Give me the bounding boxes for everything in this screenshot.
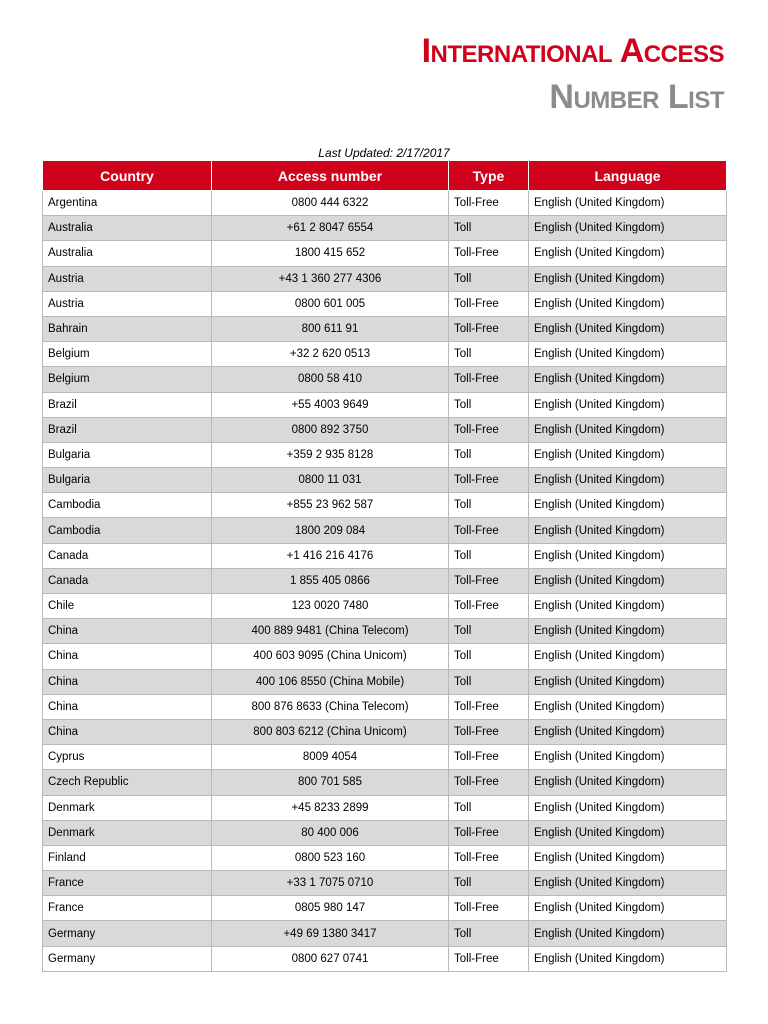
table-body [43, 191, 727, 972]
table-row [43, 442, 727, 467]
cell-country: Australia [43, 216, 212, 241]
table-row [43, 644, 727, 669]
cell-type: Toll-Free [449, 770, 529, 795]
cell-country: China [43, 619, 212, 644]
cell-access-number: +33 1 7075 0710 [212, 871, 449, 896]
cell-access-number: 1800 209 084 [212, 518, 449, 543]
cell-type: Toll [449, 644, 529, 669]
cell-country: Canada [43, 543, 212, 568]
cell-type: Toll-Free [449, 468, 529, 493]
cell-access-number: +55 4003 9649 [212, 392, 449, 417]
table-row [43, 820, 727, 845]
cell-language: English (United Kingdom) [529, 493, 727, 518]
cell-type: Toll-Free [449, 291, 529, 316]
cell-access-number: 0805 980 147 [212, 896, 449, 921]
cell-access-number: 80 400 006 [212, 820, 449, 845]
document-title [422, 34, 724, 114]
table-row [43, 367, 727, 392]
cell-access-number: 0800 523 160 [212, 845, 449, 870]
table-row [43, 770, 727, 795]
cell-language: English (United Kingdom) [529, 871, 727, 896]
cell-access-number: 400 106 8550 (China Mobile) [212, 669, 449, 694]
cell-language: English (United Kingdom) [529, 820, 727, 845]
cell-access-number: 400 889 9481 (China Telecom) [212, 619, 449, 644]
table-row [43, 266, 727, 291]
cell-access-number: +1 416 216 4176 [212, 543, 449, 568]
cell-language: English (United Kingdom) [529, 342, 727, 367]
cell-type: Toll [449, 216, 529, 241]
cell-country: Canada [43, 568, 212, 593]
cell-access-number: 8009 4054 [212, 745, 449, 770]
cell-language: English (United Kingdom) [529, 291, 727, 316]
table-row [43, 946, 727, 971]
cell-language: English (United Kingdom) [529, 216, 727, 241]
cell-language: English (United Kingdom) [529, 266, 727, 291]
title-line-number-list: Number List [549, 78, 724, 116]
cell-country: Chile [43, 594, 212, 619]
cell-type: Toll-Free [449, 417, 529, 442]
cell-country: Brazil [43, 417, 212, 442]
cell-type: Toll [449, 921, 529, 946]
cell-type: Toll-Free [449, 694, 529, 719]
cell-country: Bulgaria [43, 442, 212, 467]
table-row [43, 745, 727, 770]
cell-type: Toll [449, 442, 529, 467]
cell-country: Austria [43, 291, 212, 316]
table-header-row [43, 161, 727, 191]
cell-language: English (United Kingdom) [529, 845, 727, 870]
cell-type: Toll-Free [449, 719, 529, 744]
last-updated-note: Last Updated: 2/17/2017 [318, 146, 450, 160]
cell-language: English (United Kingdom) [529, 795, 727, 820]
column-header-type: Type [449, 161, 529, 191]
cell-type: Toll [449, 871, 529, 896]
cell-type: Toll [449, 266, 529, 291]
cell-access-number: +855 23 962 587 [212, 493, 449, 518]
cell-access-number: 800 611 91 [212, 316, 449, 341]
cell-country: Australia [43, 241, 212, 266]
cell-language: English (United Kingdom) [529, 392, 727, 417]
cell-country: Denmark [43, 820, 212, 845]
cell-language: English (United Kingdom) [529, 241, 727, 266]
cell-access-number: 0800 11 031 [212, 468, 449, 493]
cell-access-number: 800 803 6212 (China Unicom) [212, 719, 449, 744]
cell-access-number: +359 2 935 8128 [212, 442, 449, 467]
cell-access-number: 0800 892 3750 [212, 417, 449, 442]
table-row [43, 417, 727, 442]
cell-country: Brazil [43, 392, 212, 417]
cell-language: English (United Kingdom) [529, 316, 727, 341]
cell-language: English (United Kingdom) [529, 442, 727, 467]
cell-country: Argentina [43, 191, 212, 216]
cell-language: English (United Kingdom) [529, 946, 727, 971]
cell-country: Belgium [43, 367, 212, 392]
table-row [43, 694, 727, 719]
cell-access-number: 0800 627 0741 [212, 946, 449, 971]
table-row [43, 316, 727, 341]
cell-country: Austria [43, 266, 212, 291]
table-row [43, 291, 727, 316]
table-row [43, 896, 727, 921]
column-header-language: Language [529, 161, 727, 191]
cell-access-number: +61 2 8047 6554 [212, 216, 449, 241]
cell-country: Cyprus [43, 745, 212, 770]
title-line-international-access: International Access [421, 32, 724, 70]
cell-type: Toll [449, 342, 529, 367]
cell-country: Cambodia [43, 518, 212, 543]
table-row [43, 921, 727, 946]
cell-type: Toll [449, 795, 529, 820]
cell-language: English (United Kingdom) [529, 619, 727, 644]
cell-access-number: 400 603 9095 (China Unicom) [212, 644, 449, 669]
cell-type: Toll-Free [449, 745, 529, 770]
table-row [43, 216, 727, 241]
cell-access-number: 0800 444 6322 [212, 191, 449, 216]
table-row [43, 493, 727, 518]
cell-country: Bulgaria [43, 468, 212, 493]
table-row [43, 619, 727, 644]
table-row [43, 795, 727, 820]
cell-country: Denmark [43, 795, 212, 820]
cell-type: Toll [449, 392, 529, 417]
table-row [43, 669, 727, 694]
cell-country: Bahrain [43, 316, 212, 341]
cell-country: China [43, 694, 212, 719]
cell-country: Germany [43, 946, 212, 971]
cell-access-number: +49 69 1380 3417 [212, 921, 449, 946]
cell-access-number: 1800 415 652 [212, 241, 449, 266]
cell-country: Finland [43, 845, 212, 870]
cell-access-number: 0800 58 410 [212, 367, 449, 392]
cell-language: English (United Kingdom) [529, 468, 727, 493]
cell-language: English (United Kingdom) [529, 518, 727, 543]
table-row [43, 594, 727, 619]
cell-type: Toll-Free [449, 316, 529, 341]
table-row [43, 342, 727, 367]
cell-type: Toll [449, 543, 529, 568]
cell-language: English (United Kingdom) [529, 770, 727, 795]
table-row [43, 719, 727, 744]
cell-language: English (United Kingdom) [529, 719, 727, 744]
cell-country: France [43, 871, 212, 896]
table-row [43, 392, 727, 417]
table-row [43, 543, 727, 568]
cell-language: English (United Kingdom) [529, 367, 727, 392]
cell-country: France [43, 896, 212, 921]
cell-country: Czech Republic [43, 770, 212, 795]
table-row [43, 241, 727, 266]
cell-language: English (United Kingdom) [529, 594, 727, 619]
cell-country: China [43, 669, 212, 694]
cell-type: Toll-Free [449, 191, 529, 216]
cell-type: Toll-Free [449, 518, 529, 543]
cell-access-number: 800 876 8633 (China Telecom) [212, 694, 449, 719]
cell-access-number: 0800 601 005 [212, 291, 449, 316]
cell-language: English (United Kingdom) [529, 543, 727, 568]
table-row [43, 468, 727, 493]
cell-language: English (United Kingdom) [529, 417, 727, 442]
cell-language: English (United Kingdom) [529, 191, 727, 216]
cell-access-number: +45 8233 2899 [212, 795, 449, 820]
cell-access-number: +43 1 360 277 4306 [212, 266, 449, 291]
cell-type: Toll-Free [449, 241, 529, 266]
cell-type: Toll-Free [449, 594, 529, 619]
cell-language: English (United Kingdom) [529, 694, 727, 719]
cell-language: English (United Kingdom) [529, 644, 727, 669]
table-row [43, 191, 727, 216]
cell-country: Cambodia [43, 493, 212, 518]
cell-access-number: 800 701 585 [212, 770, 449, 795]
cell-type: Toll [449, 493, 529, 518]
cell-language: English (United Kingdom) [529, 896, 727, 921]
cell-country: China [43, 644, 212, 669]
cell-access-number: +32 2 620 0513 [212, 342, 449, 367]
table-row [43, 845, 727, 870]
cell-access-number: 123 0020 7480 [212, 594, 449, 619]
cell-type: Toll-Free [449, 946, 529, 971]
cell-type: Toll-Free [449, 367, 529, 392]
cell-language: English (United Kingdom) [529, 745, 727, 770]
cell-country: Belgium [43, 342, 212, 367]
cell-type: Toll-Free [449, 820, 529, 845]
cell-language: English (United Kingdom) [529, 669, 727, 694]
cell-type: Toll-Free [449, 896, 529, 921]
cell-type: Toll-Free [449, 845, 529, 870]
cell-type: Toll [449, 669, 529, 694]
cell-country: China [43, 719, 212, 744]
cell-access-number: 1 855 405 0866 [212, 568, 449, 593]
table-row [43, 568, 727, 593]
column-header-country: Country [43, 161, 212, 191]
table-row [43, 518, 727, 543]
access-number-table [42, 160, 727, 972]
cell-country: Germany [43, 921, 212, 946]
cell-language: English (United Kingdom) [529, 568, 727, 593]
cell-type: Toll [449, 619, 529, 644]
cell-type: Toll-Free [449, 568, 529, 593]
column-header-access-number: Access number [212, 161, 449, 191]
cell-language: English (United Kingdom) [529, 921, 727, 946]
table-row [43, 871, 727, 896]
